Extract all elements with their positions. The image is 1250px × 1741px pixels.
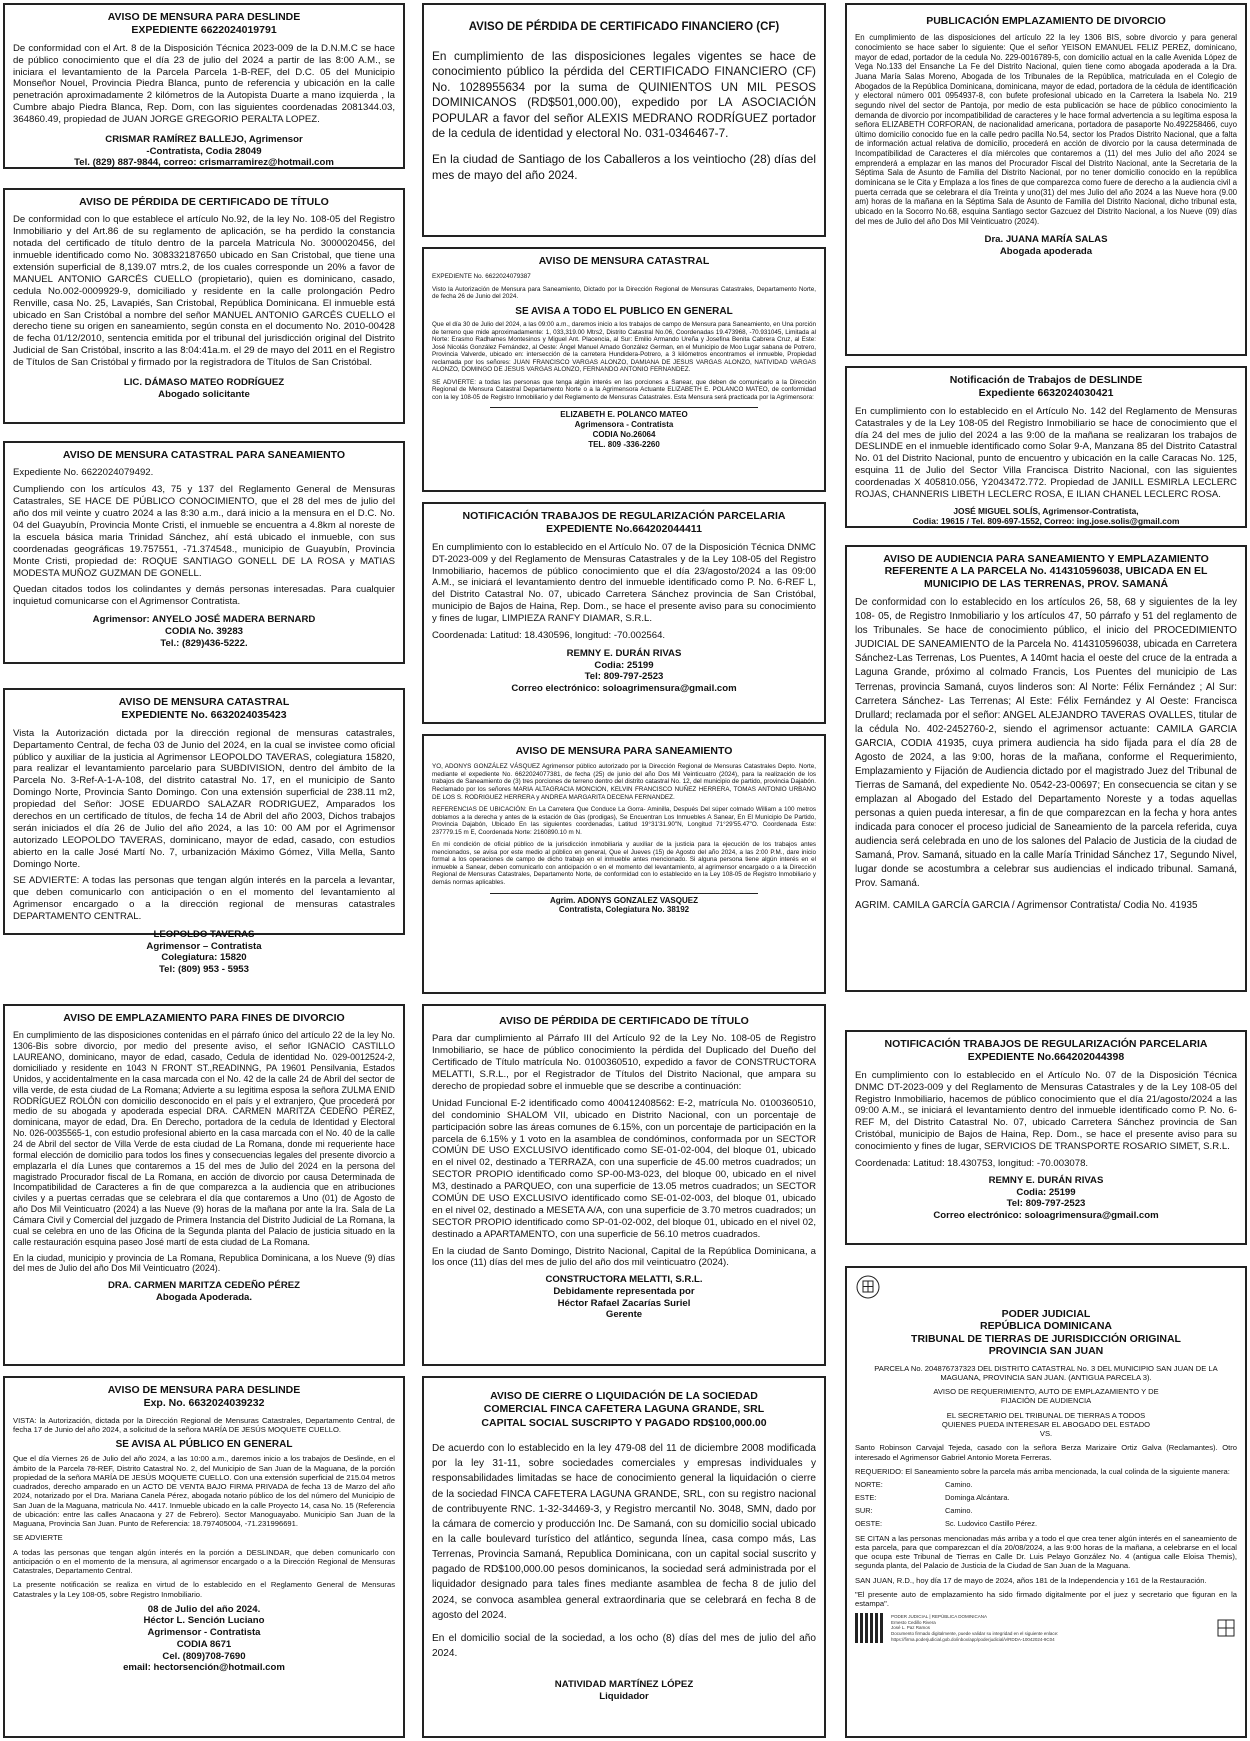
ad-signature-role: Gerente [605,1309,643,1321]
judicial-logo-icon [1215,1617,1237,1639]
ad-expediente: EXPEDIENTE No. 6622024079387 [432,273,531,281]
boundary-value: Camino. [945,1480,973,1489]
ad-signature-represented: Debidamente representada por [553,1286,695,1297]
ad-title: AVISO DE MENSURA PARA SANEAMIENTO [515,745,733,757]
stamp-text: PODER JUDICIAL | REPÚBLICA DOMINICANA Ernesto Cedillo Rivera José L. Paz Ramos Documento firmado digitalmente, puede validar su integridad en el siguiente enlace: https://firma.poderjudicial.gob.do/inbox/app/poderjudicial/v/RDDA-10042024-9C04 [891,1614,1059,1642]
ad-signature-email: Correo electrónico: soloagrimensura@gmail.com [933,1209,1159,1221]
ad-warning: SE ADVIERTE: a todas las personas que tenga algún interés en las porciones a Sanear, que deben de comunicarlo a la Dirección Regional de Mensura Catastral Departamento Norte o a la Agrimensora Actuante ELIZABETH E. POLANCO MATEO, de conformidad con la ley 108-05 de Registro Inmobiliario y del Reglamento de Mensuras Catastrales. Esta Mensura será practicada por la Agrimensora: [432,378,816,401]
ad-signature-name: Héctor L. Sención Luciano [143,1615,265,1627]
ad-regularizacion-parcelaria-2 [845,1030,1247,1245]
ad-subtitle: Exp. No. 6632024039232 [143,1397,265,1410]
ad-signature-name: ELIZABETH E. POLANCO MATEO [560,410,688,420]
ad-perdida-certificado-titulo-1 [3,188,405,424]
ad-signature-phone: Tel: 809-797-2523 [1006,1198,1086,1210]
ad-body: En cumplimiento de las disposiciones legales vigentes se hace de conocimiento público la pérdida del CERTIFICADO FINANCIERO (CF) No. 1028955634 por la suma de QUINIENTOS UN MIL PESOS DOMINICANOS (RD$501,000.00), expedido por LA ASOCIACIÓN POPULAR a favor del señor ALEXIS MEDRANO RODRÍGUEZ portador de la cedula de identidad y electoral No. 031-0346467-7. [432,48,816,141]
ad-regularizacion-parcelaria-1 [422,502,826,724]
boundary-row [855,1507,1237,1516]
ad-body: En cumplimiento con lo establecido en el Artículo No. 07 de la Disposición Técnica DNMC DT-2023-009 y del Reglamento de Mensuras Catastrales y de la Ley 108-05 del Registro Inmobiliario, hacemos de público conocimiento que el día 21/agosto/2024 a las 09:00 A.M., se iniciará el levantamiento dentro del inmueble identificado como P. No. 6-REF M, del Distrito Catastral No. 07, ubicado Carretera Sánchez provincia de San Cristóbal, municipio de Bajos de Haina, Rep. Dom., se hace el presente aviso para su conocimiento y fines de lugar, SERVICIOS DE TRANSPORTE ROSARIO SIMET, S.R.L. [855,1069,1237,1153]
ad-date: 08 de Julio del año 2024. [147,1603,261,1615]
boundary-label: OESTE: [855,1518,883,1528]
ad-signature-phone: Tel: 809-797-2523 [584,671,664,683]
ad-advierte-label: SE ADVIERTE [13,1533,63,1543]
ad-signature-name: DRA. CARMEN MARITZA CEDEÑO PÉREZ [107,1280,301,1292]
ad-mensura-deslinde-2 [3,1376,405,1738]
ad-body: Para dar cumplimiento al Párrafo III del Artículo 92 de la Ley No. 108-05 de Registro Inmobiliario, se hace de público conocimiento la pérdida del Duplicado del Dueño del Certificado de Título matrícula No. 0100360510, expedido a favor de CONSTRUCTORA MELATTI, S.R.L., por el Registrador de Títulos del Distrito Nacional, que ampara su derecho de propiedad sobre el inmueble que se describe a continuación: [432,1033,816,1092]
digital-signature-stamp [855,1613,1237,1643]
boundary-label: SUR: [855,1505,873,1515]
ad-closing: En el domicilio social de la sociedad, a los ocho (8) días del mes de julio del año 2024. [432,1632,816,1659]
ad-closing: En la ciudad, municipio y provincia de La Romana, Republica Dominicana, a los Nueve (9) días del mes de Julio del año Dos Mil Veinticuatro (2024). [13,1252,395,1274]
boundary-row [855,1481,1237,1490]
ad-body: De acuerdo con lo establecido en la ley 479-08 del 11 de diciembre 2008 modificada por la ley 31-11, sobre sociedades comerciales y empresas individuales y responsabilidades limitadas se hace de conocimiento general la liquidación o cierre de la sociedad FINCA CAFETERA LAGUNA GRANDE, SRL, con su registro nacional de contribuyente RNC. 1-32-34469-3, y Registro mercantil No. 3048, SMN, dado por la cámara de comercio y producción Inc. De Samaná, con su domicilio social ubicado en la calle boulevard turístico del atlántico, segunda línea, casa compo más, Las Terrenas, Provincia Samaná, Republica Dominicana, con un capital social suscrito y pagado de RD$100,000.00 pesos dominicanos, la sociedad será administrada por el liquidador designado para tales fines mediante asamblea de fecha 8 de julio del 2024, se convoca asamblea general extraordinaria que se celebrará en fecha 8 de agosto del 2024. [432,1443,816,1621]
ad-body: De conformidad con lo que establece el artículo No.92, de la ley No. 108-05 del Registro Inmobiliario y del Art.86 de su reglamento de aplicación, se ha perdido la constancia notada del certificado de título dentro de la parcela Matricula No. 3000020456, del inmueble identificado como No. 308332187650 ubicado en San Cristobal, que tiene una extensión superficial de 8,139.07 mtrs.2, de los cuales corresponde un 20% a favor de MANUEL ANTONIO GARCÉS CUELLO (propietario), quien es dominicano, casado, cedula No.002-0009929-9, domiciliado y residente en la calle prolongación Pedro Renville, casa No. 25, Lavapiés, San Cristobal, República Dominicana. El inmueble está ubicado en San Cristóbal a nombre del señor MANUEL ANTONIO GARCÉS CUELLO el derecho tiene su origen en saneamiento, según consta en el documento No. 2010-00428 de fecha 01/12/2010, sentencia emitida por el tribunal del jurisdicción original del Distrito Judicial de San Cristóbal, inscrito a las 8:04:41a.m. el 29 de mayo del 2011 en el Registro de Títulos de San Cristóbal y firmado por la registradora de Títulos de San Cristóbal. [13,214,395,369]
ad-notificacion-deslinde [845,366,1247,528]
ad-title: AVISO DE EMPLAZAMIENTO PARA FINES DE DIVORCIO [63,1012,345,1024]
ad-title: AVISO DE PÉRDIDA DE CERTIFICADO DE TÍTULO [499,1015,749,1027]
ad-subtitle: Expediente 6632024030421 [978,387,1114,400]
ad-title: AVISO DE MENSURA CATASTRAL PARA SANEAMIENTO [62,449,346,461]
ad-body: De conformidad con el Art. 8 de la Disposición Técnica 2023-009 de la D.N.M.C se hace de público conocimiento que el día 23 de julio del 2024 a partir de las 8:00 A.M., se iniciara el levantamiento de la Parcela Parcela 1-B-REF, del D.C. 05 del Municipio Monseñor Nouel, Provincia Piedra Blanca, punto de referencia y ubicación en la calle penetración aproximadamente 2 kilómetros de la Autopista Duarte a mano izquierda , la Cumbre abajo Piedra Blanca, Rep. Dom, con las siguientes coordenadas 2081344.03, 364860.49, propiedad de JUAN JORGE GREGORIO PERALTA LOPEZ. [13,42,395,126]
ad-publicacion-emplazamiento-divorcio [845,3,1247,356]
ad-title: AVISO DE MENSURA PARA DESLINDE [107,11,301,23]
ad-digital-signature-note: "El presente auto de emplazamiento ha sido firmado digitalmente por el juez y secretario que figuran en la estampa". [855,1589,1237,1608]
ad-signature-codia: Codia: 25199 [1016,1186,1076,1198]
ad-emplazamiento-divorcio-1 [3,1004,405,1366]
ad-signature-company: CONSTRUCTORA MELATTI, S.R.L. [545,1274,703,1286]
ad-body: YO, ADONYS GONZÁLEZ VÁSQUEZ Agrimensor público autorizado por la Dirección Regional de Mensuras Catastrales Depto. Norte, mediante el expediente No. 6622024077381, de fecha (25) de junio del año Dos Mil Veinticuatro (2024), para la realización de los trabajos de Saneamiento de (3) tres porciones de terreno dentro del distrito catastral No. 12, del municipio de partido, provincia Dajabón. Reclamado por los señores MARIA ALTAGRACIA MONCION, KELVIN FRANCISCO NUÑEZ HERRERA, TOMAS ANTONIO URBANO DE LOS S. RODRIGUEZ HERRERA y ANDREA MARGARITA DECENA FERNANDEZ. [432,763,816,801]
ad-title-company: COMERCIAL FINCA CAFETERA LAGUNA GRANDE, SRL [483,1403,765,1416]
boundary-value: Dominga Alcántara. [945,1492,1010,1502]
ad-perdida-certificado-financiero [422,3,826,237]
ad-subtitle: EXPEDIENTE No.664202044411 [546,523,702,536]
ad-body: Vista la Autorización dictada por la dirección regional de mensuras catastrales, Departamento Central, de fecha 03 de Junio del 2024, en la cual se invistee como oficial público y auxiliar de la justicia al Agrimensor LEOPOLDO TAVERAS, colegiatura 15820, para realizar el levantamiento parcelario para SUBDIVISION, dentro del ámbito de la Parcela No. 3-Ref-A-1-A-108, del distrito catastral No. 17, en el municipio de Santo Domingo Norte, Provincia Santo Domingo. Con una extensión superficial de 238.11 m2, propiedad del Señor: JOSE EDUARDO SALAZAR RODRIGUEZ, Amparados los derechos en un certificado de títulos, de fecha 14 de Abril del año 2003, Dichos trabajos serán iniciados el día 26 de Julio del año 2024, a las 10: 00 AM por el Agrimensor autorizado LEOPOLDO TAVERAS, dominicano, mayor de edad, casado, con estudios abierto en la calle José Martí No. 7, urbanización Máximo Gómez, Villa Mella, Santo Domingo Norte. [13,727,395,870]
ad-subtitle: EXPEDIENTE No.664202044398 [967,1051,1125,1064]
ad-expediente: Expediente No. 6622024079492. [13,467,154,479]
ad-title: NOTIFICACIÓN TRABAJOS DE REGULARIZACIÓN PARCELARIA [884,1038,1208,1050]
ad-title: AVISO DE CIERRE O LIQUIDACIÓN DE LA SOCIEDAD [490,1390,758,1402]
ad-signature-email: Correo electrónico: soloagrimensura@gmail.com [511,682,737,694]
ad-citation: SE CITAN a las personas mencionadas más arriba y a todo el que crea tener algún interés en el saneamiento de esta parcela, para que comparezcan el día 20/08/2024, a las 9:00 horas de la mañana, a celebrarse en el local que ocupa este Tribunal de Tierras en Calle Dr. Luis Pelayo González No. 4 (antigua calle Eloisa Themis), segunda planta, del Palacio de Justicia de la Ciudad de San Juan de la Maguana. [855,1533,1237,1571]
ad-signature-phone: Cel. (809)708-7690 [162,1650,246,1662]
ad-title: PUBLICACIÓN EMPLAZAMIENTO DE DIVORCIO [926,15,1166,27]
ad-date: SAN JUAN, R.D., hoy día 17 de mayo de 2024, años 181 de la Independencia y 161 de la Restauración. [855,1575,1207,1585]
ad-vista: VISTA: la Autorización, dictada por la Dirección Regional de Mensuras Catastrales, Departamento Central, de fecha 17 de Junio del año 2024, a solicitud de la señora MARÍA DE JESÚS MOQUETE CUELLO. [13,1415,395,1434]
ad-title: AVISO DE MENSURA CATASTRAL [118,696,290,708]
ad-signature-name: REMNY E. DURÁN RIVAS [988,1174,1104,1186]
ad-signature: AGRIM. CAMILA GARCÍA GARCIA / Agrimensor Contratista/ Codia No. 41935 [855,900,1198,912]
ad-signature-role: Abogada Apoderada. [155,1291,253,1303]
ad-tribunal-tierras-san-juan [845,1266,1247,1738]
ad-title: AVISO DE MENSURA CATASTRAL [538,255,710,267]
ad-closing: En la ciudad de Santo Domingo, Distrito Nacional, Capital de la República Dominicana, a los once (11) días del mes de julio del año dos mil veinticuatro (2024). [432,1245,816,1269]
ad-coordinates: Coordenada: Latitud: 18.430596, longitud: -70.002564. [432,629,666,641]
ad-signature-role: Contratista, Colegiatura No. 38192 [558,905,690,915]
ad-body: Que el día Viernes 26 de Julio del año 2024, a las 10:00 a.m., daremos inicio a los trabajos de Deslinde, en el ámbito de la Parcela 78-REF, Distrito Catastral No. 2, del Municipio de San Juan de la Maguana, de la porción propiedad de la señora MARÍA DE JESÚS MOQUETE CUELLO. Con una extensión superficial de 215.04 metros cuadrados, derecho amparado en un ACTO DE VENTA BAJO FIRMA PRIVADA de fecha 13 de Marzo del año 2024, notarizado por el Dra. Mariana Canela Pérez, abogada notario público de los del número del Municipio de San Juan de la Maguana, matricula No. 4417. Inmueble ubicado en la calle Proyecto 14, casa No. 15 (Referencia de ubicación: entre las calles Anacaona y 27 de Febrero). Sector Manoguayabo. Municipio San Juan de la Maguana, Provincia San Juan. Punto de Referencia: 18.797405004, -71.231996691. [13,1454,395,1528]
signature-line [490,893,759,894]
ad-signature-name: Héctor Rafael Zacarías Suriel [557,1297,691,1309]
ad-signature-codia: CODIA No.26064 [592,429,656,439]
ad-title: AVISO DE PÉRDIDA DE CERTIFICADO DE TÍTULO [79,196,329,208]
ad-title: PODER JUDICIAL [1001,1308,1091,1320]
ad-signature-role: Agrimensora - Contratista [574,420,674,430]
ad-body: Que el día 30 de Julio del 2024, a las 09:00 a.m., daremos inicio a los trabajos de campo de Mensura para Saneamiento, en Una porción de terreno que mide aproximadamente: 1, 033,319.00 Mtrs2, Distrito Catastral No.06, Coordenadas 19.473968, -70.931045, Limitada al Norte: Erasmo Radhames Montesinos y Miguel Ant. Placencia, al Sur: Emilio Armando Ureña y Josefina Benita Cabrera Cruz, al Este: José Nicolás González Fernández, al Oeste: Ángel Manuel Amado González German, en el Municipio de Moo Lugar sabana de Potrero, Provincia Valverde, ubicado en: intersección de la carretera Hundidera-Potrero, a 3 kilómetros encontramos el inmueble, Propiedad reclamada por los señores: JUAN FRANCISCO VARGAS ALONZO, DAMIANA DE JESUS VARGAS ALONZO, NATIVIDAD VARGAS ALONZO, DOMINGO DE JESUS VARGAS ALONZO, FERNANDO ANTONIO FERNANDEZ. [432,321,816,374]
ad-signature-phone: Tel: (809) 953 - 5953 [159,964,249,976]
ad-signature-contact: Codia: 19615 / Tel. 809-697-1552, Correo: ing.jose.solis@gmail.com [912,516,1180,527]
ad-coordinates: Coordenada: Latitud: 18.430753, longitud: -70.003078. [855,1157,1089,1169]
ad-signature-codia: CODIA No. 39283 [164,625,244,637]
ad-section-heading: SE AVISA A TODO EL PUBLICO EN GENERAL [515,306,733,318]
ad-notice: En mi condición de oficial público de la jurisdicción inmobiliaria y auxiliar de la justicia para la ejecución de los trabajos antes mencionados, se avisa por este medio al público en general, Que el Jueves (15) de Agosto del año 2024, a las 2:00 P.M., dare inicio formal a los operaciones de campo de dicho trabajo en el inmueble antes mencionado. Si alguna persona tiene algún interés en el inmueble a Sanear, deben comunicarlo con anticipación o en el momento del levantamiento, al agrimensor encargado o a la Dirección Regional de Mensuras Catastrales, Departamento Norte, de conformidad con lo establecido en la Ley 108-05 de Registro Inmobiliario y demás normas aplicables. [432,841,816,887]
ad-title-parcela: REFERENTE A LA PARCELA No. 414310596038, UBICADA EN EL [884,565,1208,578]
ad-signature-name: Agrim. ADONYS GONZALEZ VASQUEZ [549,895,698,905]
ad-signature-role: -Contratista, Codia 28049 [146,145,262,157]
coat-of-arms-icon [855,1274,881,1300]
ad-cierre-liquidacion-sociedad [422,1376,826,1738]
qr-code-icon [855,1613,885,1643]
ad-body: En cumplimiento con lo establecido en el Artículo No. 07 de la Disposición Técnica DNMC DT-2023-009 y del Reglamento de Mensuras Catastrales y de la Ley 108-05 del Registro Inmobiliario, hacemos de público conocimiento que el día 23/agosto/2024 a las 09:00 A.M., se iniciará el levantamiento dentro del inmueble identificado como P. No. 6-REF L, del Distrito Catastral No. 07, ubicado Carretera Sánchez provincia de San Cristóbal, municipio de Bajos de Haina, Rep. Dom., se hace el presente aviso para su conocimiento y fines de lugar, LIMPIEZA RANFY DIAMAR, S.R.L. [432,541,816,625]
ad-closing: En la ciudad de Santiago de los Caballeros a los veintiocho (28) días del mes de mayo del año 2024. [432,151,816,182]
ad-audiencia-saneamiento-samana [845,545,1247,992]
ad-signature-contact: Tel. (829) 887-9844, correo: crismarramirez@hotmail.com [74,157,334,169]
ad-signature-name: LIC. DÁMASO MATEO RODRÍGUEZ [123,376,285,388]
ad-section-heading: SE AVISA AL PÚBLICO EN GENERAL [115,1439,293,1451]
ad-body: En cumplimiento de las disposiciones del artículo 22 la ley 1306 BIS, sobre divorcio y para general conocimiento se hace saber lo siguiente: Que el señor YEISON EMANUEL FELIZ PEREZ, dominicano, mayor de edad, portador de la cedula No. 229-0016789-5, con domicilio actual en la calle Avenida López de Vega No.133 del Ensanche La Fe del Distrito Nacional, quien tiene como abogada apoderada a la Dra. Juana María Salas Moreno, Abogada de los Tribunales de la República, matriculada en el Colegio de Abogados de la República Dominicana, dominicana, mayor de edad, portadora de la cédula de identificación y electoral número 001 0954937-8, con bufete profesional ubicado en la Carretera la Isabela No. 219 segundo nivel del sector de Pantoja, por medio de esta publicación se hace de público conocimiento la demanda de divorcio por incompatibilidad de caracteres y le hace formal advertencia a su legítima esposa la señora ELIZABETH CORFORAN, de nacionalidad americana, portadora de pasaporte No.492258466, cuyo último domicilio conocido fue en la calle pedro pacilla No.54, sector los Prados Distrito Nacional, que a falta de información actual relativa de domicilio, procederá en acción de divorcio por la causa determinada de Incompatibilidad de Caracteres el día miércoles que contaremos a (11) del mes Julio del año 2024 se emprenderá a emplazar en las manos del Procurador Fiscal del Distrito Nacional, ante la Secretaria de la Séptima Sala de Asunto de Familia del Distrito Nacional, por no tener domicilio conocido en la república dominicana se le Cita y Emplaza a los fines de que comparezca como fuere de derecho a la audiencia civil a puerta cerrada que se celebrara el día Treinta y uno(31) del mes Julio del año 2024 a las Nueve hora (9.00 am) horas de la mañana en la Séptima Sala de Asunto de Familia del Distrito Nacional, dicho tribunal esta, ubicado en la Socorro No.68, esquina Santiago sector Gazcuez del Distrito Nacional, a los Nueve (09) días del mes de Julio del año Dos Mil Veinticuatro (2024). [855,33,1237,226]
ad-mensura-saneamiento-dajabon [422,734,826,994]
ad-note: Quedan citados todos los colindantes y demás personas interesadas. Para cualquier inquietud comunicarse con el Agrimensor Contratista. [13,584,395,608]
ad-body: En cumplimiento con lo establecido en el Artículo No. 142 del Reglamento de Mensuras Catastrales y de la Ley 108-05 del Registro Inmobiliario se hace de conocimiento que el día 24 del mes de julio del 2024 a las 9:00 de la mañana se realizaran los trabajos de DESLINDE en el inmueble identificado como Solar 9-A, Manzana 85 del Distrito Catastral No. 01 del Distrito Nacional, punto de encuentro y ubicación en la calle Caracas No. 125, esquina 11 de Julio del Sector Villa Francisca Distrito Nacional, con las siguientes coordenadas X 405810.056, Y2043472.772. Propiedad de JANILL ESMIRLA LECLERC ROJAS, CHANNERIS LIBETH LECLERC ROSA, E ILIAN CHANEL LECLERC ROSA. [855,405,1237,500]
ad-parcela: PARCELA No. 204876737323 DEL DISTRITO CATASTRAL No. 3 DEL MUNICIPIO SAN JUAN DE LA MAGUANA, PROVINCIA SAN JUAN. (ANTIGUA PARCELA 3). [874,1363,1218,1382]
ad-title-municipio: MUNICIPIO DE LAS TERRENAS, PROV. SAMANÁ [923,577,1169,590]
ad-signature-role: Abogado solicitante [158,388,250,400]
ad-perdida-certificado-titulo-2 [422,1004,826,1366]
ad-requerido: REQUERIDO: El Saneamiento sobre la parcela más arriba mencionada, la cual colinda de la siguiente manera: [855,1466,1230,1476]
ad-signature-role: Liquidador [599,1690,649,1702]
ad-signature-name: Dra. JUANA MARÍA SALAS [984,234,1108,246]
ad-mensura-deslinde-1 [3,3,405,169]
ad-title: AVISO DE MENSURA PARA DESLINDE [107,1384,301,1396]
ad-subtitle: EXPEDIENTE 6622024019791 [131,24,277,37]
ad-note: La presente notificación se realiza en virtud de lo establecido en el Reglamento General de Mensuras Catastrales y la Ley 108-05, sobre Registro Inmobiliario. [13,1580,395,1599]
ad-secretario: EL SECRETARIO DEL TRIBUNAL DE TIERRAS A TODOS QUIENES PUEDA INTERESAR EL ABOGADO DEL ESTADO VS. [941,1410,1151,1438]
ad-body: Cumpliendo con los artículos 43, 75 y 137 del Reglamento General de Mensuras Catastrales, SE HACE DE PÚBLICO CONOCIMIENTO, que el 28 del mes de julio del año dos mil veinte y cuatro 2024 a las 8:30 a.m., dará inicio a la mensura en el D.C. No. 04 del Guayubín, Provincia Monte Cristi, el inmueble se encuentra a 4.8km al noreste de la escuela básica maria Trinidad Sánchez, ahí está ubicado el inmueble, con sus coordenadas geográficas 19.757551, -71.374548., municipio de Guayubín, Provincia Monte Cristi, propiedad de: ROQUE SANTIAGO GONELL DE LA ROSA y MATIAS MODESTA MUÑOZ GUZMAN DE GONELL. [13,484,395,579]
ad-signature-name: Agrimensor: ANYELO JOSÉ MADERA BERNARD [92,614,316,626]
ad-title: AVISO DE AUDIENCIA PARA SANEAMIENTO Y EMPLAZAMIENTO [883,553,1209,565]
ad-signature-role: Abogada apoderada [999,245,1093,257]
ad-signature-name: CRISMAR RAMÍREZ BALLEJO, Agrimensor [105,133,303,145]
ad-signature-role: Agrimensor - Contratista [147,1627,261,1639]
ad-warning: A todas las personas que tengan algún interés en la porción a DESLINDAR, que deben comunicarlo con anticipación o en el momento de la mensura, al agrimensor encargado o a la Dirección Regional de Mensuras Catastrales, Departamento Central. [13,1547,395,1575]
boundary-row [855,1494,1237,1503]
ad-title: Notificación de Trabajos de DESLINDE [949,374,1143,386]
ad-title-tribunal: TRIBUNAL DE TIERRAS DE JURISDICCIÓN ORIGINAL [911,1332,1181,1345]
ad-mensura-catastral-saneamiento [3,441,405,664]
ad-mensura-catastral-expediente [3,688,405,976]
boundary-value: Sc. Ludovico Castillo Pérez. [945,1518,1038,1528]
ad-mensura-catastral-norte [422,247,826,492]
ad-body: De conformidad con lo establecido en los artículos 26, 58, 68 y siguientes de la ley 108- 05, de Registro Inmobiliario y los artículos 47, 50 párrafo y 51 del reglamento de los Tribunales. Se hace de conocimiento público, el inicio del PROCEDIMIENTO JUDICIAL DE SANEAMIENTO de la Parcela No. 414310596038, ubicada en Carretera Sánchez-Las Terrenas, Los Puentes, A 140mt hacia el oeste del cruce de la entrada a Laguna Grande, próximo al colmado Francis, Los Puentes del municipio de Las Terrenas, provincia Samaná, cuyos linderos son: Al Norte: Félix Fernández ; Al Sur: Carretera Sánchez- Las Terrenas; Al Este: Félix Fernández y Al Oeste: Francisca Drullard; reclamada por el señor: ANGEL ALEJANDRO TAVERAS OVALLES, titular de la cédula No. 402-2452760-2, siendo el agrimensor actuante: CAMILA GARCIA GARCIA, CODIA 41935, cuya primera audiencia ha sido fijada para el día 28 de Agosto de 2024, a las 9:00, horas de la mañana, conforme el Requerimiento, Emplazamiento y Fijación de Audiencia dictado por el magistrado Juez del Tribunal de Tierras de Samaná, del expediente No. 0542-23-00697; En consecuencia se citan y se emplazan al Abogado del Estado del Departamento Noreste y a todas aquellas personas a quien pueda interesar, a fin de que comparezcan en la fecha y hora antes indicada para conocer el proceso judicial de Saneamiento de la parcela referida, cuya audiencia será celebrada en uno de los salones del Palacio de Justicia de la ciudad de Samaná, Prov. Samaná, situado en la calle María Trinidad Sánchez 17, Segundo Nivel, lugar donde se acostumbra a celebrar sus audiencias el indicado tribunal. Samaná, Prov. Samaná. [855,597,1237,890]
ad-signature-email: email: hectorsención@hotmail.com [123,1662,285,1674]
ad-signature-name: NATIVIDAD MARTÍNEZ LÓPEZ [554,1679,694,1691]
ad-signature-name: JOSÉ MIGUEL SOLÍS, Agrimensor-Contratista, [953,505,1139,516]
ad-signature-colegiatura: Colegiatura: 15820 [161,952,247,964]
boundary-row [855,1520,1237,1529]
ad-signature-role: Agrimensor – Contratista [146,940,262,952]
ad-title: AVISO DE PÉRDIDA DE CERTIFICADO FINANCIERO (CF) [468,21,780,33]
signature-line [490,407,759,408]
ad-signature-phone: TEL. 809 -336-2260 [588,439,660,449]
boundaries-table [855,1481,1237,1529]
ad-title: NOTIFICACIÓN TRABAJOS DE REGULARIZACIÓN PARCELARIA [462,510,786,522]
ad-vista: Visto la Autorización de Mensura para Saneamiento, Dictado por la Dirección Regional de Mensuras Catastrales, Departamento Norte, de fecha 26 de Junio del 2024. [432,285,816,301]
ad-title-capital: CAPITAL SOCIAL SUSCRIPTO Y PAGADO RD$100,000.00 [481,1416,767,1429]
ad-signature-codia: CODIA 8671 [176,1638,232,1650]
ad-signature-name: LEOPOLDO TAVERAS [153,929,255,940]
ad-signature-name: REMNY E. DURÁN RIVAS [566,647,682,659]
ad-aviso: AVISO DE REQUERIMIENTO, AUTO DE EMPLAZAMIENTO Y DE FIJACIÓN DE AUDIENCIA [933,1387,1159,1406]
boundary-value: Camino. [945,1505,973,1515]
ad-signature-phone: Tel.: (829)436-5222. [160,637,248,649]
ad-parties: Santo Robinson Carvajal Tejeda, casado con la señora Berza Marizaire Ortiz Galva (Reclamantes). Otro interesado el Agrimensor Gabriel Antonio Moreta Ferreras. [855,1443,1237,1462]
ad-body: En cumplimiento de las disposiciones contenidas en el párrafo único del artículo 22 de la ley No. 1306-Bis sobre divorcio, por medio del presente aviso, el señor IGNACIO CASTILLO LAUREANO, dominicano, mayor de edad, casado, Cedula de identidad No. 029-0012524-2, domiciliado y residente en 1043 N FRONT ST.,READINNG, PA 19601 Pensilvania, Estados Unidos, y accidentalmente en la casa marcada con el No. 42 de la calle 24 de Abril del sector de villa verde, de esta ciudad de La Romana; Advierte a su legitima esposa la señora ZULMA ENID RODRÍGUEZ ROLÓN con domicilio desconocido en el país y el extranjero, Que procederá por medio de su abogada y apoderada especial DRA. CARMEN MARITZA CEDEÑO PÉREZ, dominicana, mayor de edad, Dra. En Derecho, portadora de la cedula de Identidad y Electoral No. 026-0035565-1, con estudio profesional abierto en la casa marcada con el No. 40 de la calle 24 de Abril del sector de Villa Verde de esta ciudad de La Romana, donde mi requeriente hace formal elección de domicilio para todos los fines y consecuencias legales del presente divorcio a emplazarla el día Lunes que contaremos a 15 del mes de Julio del 2024 en la persona del magistrado Procurador fiscal de La Romana, en acción de divorcio por causa Determinada de Incompatibilidad de Caracteres a fin de que comparezca a la audiencia que en atribuciones civiles y a puertas cerradas que se celebrara el día que contaremos a Uno (01) de Agosto de año Dos Mil Veinticuatro (2024) a las Nueve (9) horas de la mañana por ante la Ira. Sala de La Cámara Civil y Comercial del juzgado de Primera Instancia del Distrito Judicial de La Romana, la cual se celebra en uno de las Oficina de la Segunda planta del Palacio de justicia situado en la calle restauración esquina paseo José martí de esta ciudad de La Romana. [13,1030,395,1247]
ad-signature-codia: Codia: 25199 [594,659,654,671]
ad-subtitle: EXPEDIENTE No. 6632024035423 [121,709,287,722]
ad-references: REFERENCIAS DE UBICACIÓN: En La Carretera Que Conduce La Gorra- Aminilla, Después Del súper colmado William a 100 metros doblamos a la derecha y antes de la estación de Gas (prodigas), Se Encuentran Los Inmuebles A Sanear, En El Municipio De Partido, Provincia Dajabón, Ubicado En las siguientes coordenadas, Latitud 19°31'31.90"N, Longitud 71°29'55.47"O. Coordenada Este: 237779.15 m E, Coordenada Norte: 2160890.10 m N. [432,806,816,836]
ad-title-province: PROVINCIA SAN JUAN [988,1345,1104,1358]
ad-description: Unidad Funcional E-2 identificado como 400412408562: E-2, matrícula No. 0100360510, del condominio SHALOM VII, ubicado en Distrito Nacional, con un porcentaje de participación sobre las áreas comunes de 6.15%, con un porcentaje de participación en la parcela de 6.15% y 1 voto en la asamblea de condóminos, conformada por un SECTOR COMÚN DE USO EXCLUSIVO identificado como SE-01-02-004, del bloque 01, ubicado en el nivel 02, destinado a TERRAZA, con una superficie de 45.00 metros cuadrados; un SECTOR PROPIO identificado como SP-00-M3-023, del bloque 00, ubicado en el nivel M3, destinado a PARQUEO, con una superficie de 13.05 metros cuadrados; un SECTOR COMÚN DE USO EXCLUSIVO identificado como SE-01-02-003, del bloque 01, ubicado en el nivel 02, destinado a MESETA A/A, con una superficie de 3.70 metros cuadrados; un SECTOR PROPIO identificado como SP-01-02-002, del bloque 01, ubicado en el nivel 02, destinado a APARTAMENTO, con una superficie de 56.10 metros cuadrados. [432,1097,816,1240]
ad-title-country: REPÚBLICA DOMINICANA [979,1320,1113,1333]
boundary-label: ESTE: [855,1492,877,1502]
ad-warning: SE ADVIERTE: A todas las personas que tengan algún interés en la parcela a levantar, que deben comunicarlo con anticipación o en el momento del levantamiento al Agrimensor encargado o a la dirección regional de mensuras catastrales DEPARTAMENTO CENTRAL. [13,875,395,923]
boundary-label: NORTE: [855,1480,883,1489]
